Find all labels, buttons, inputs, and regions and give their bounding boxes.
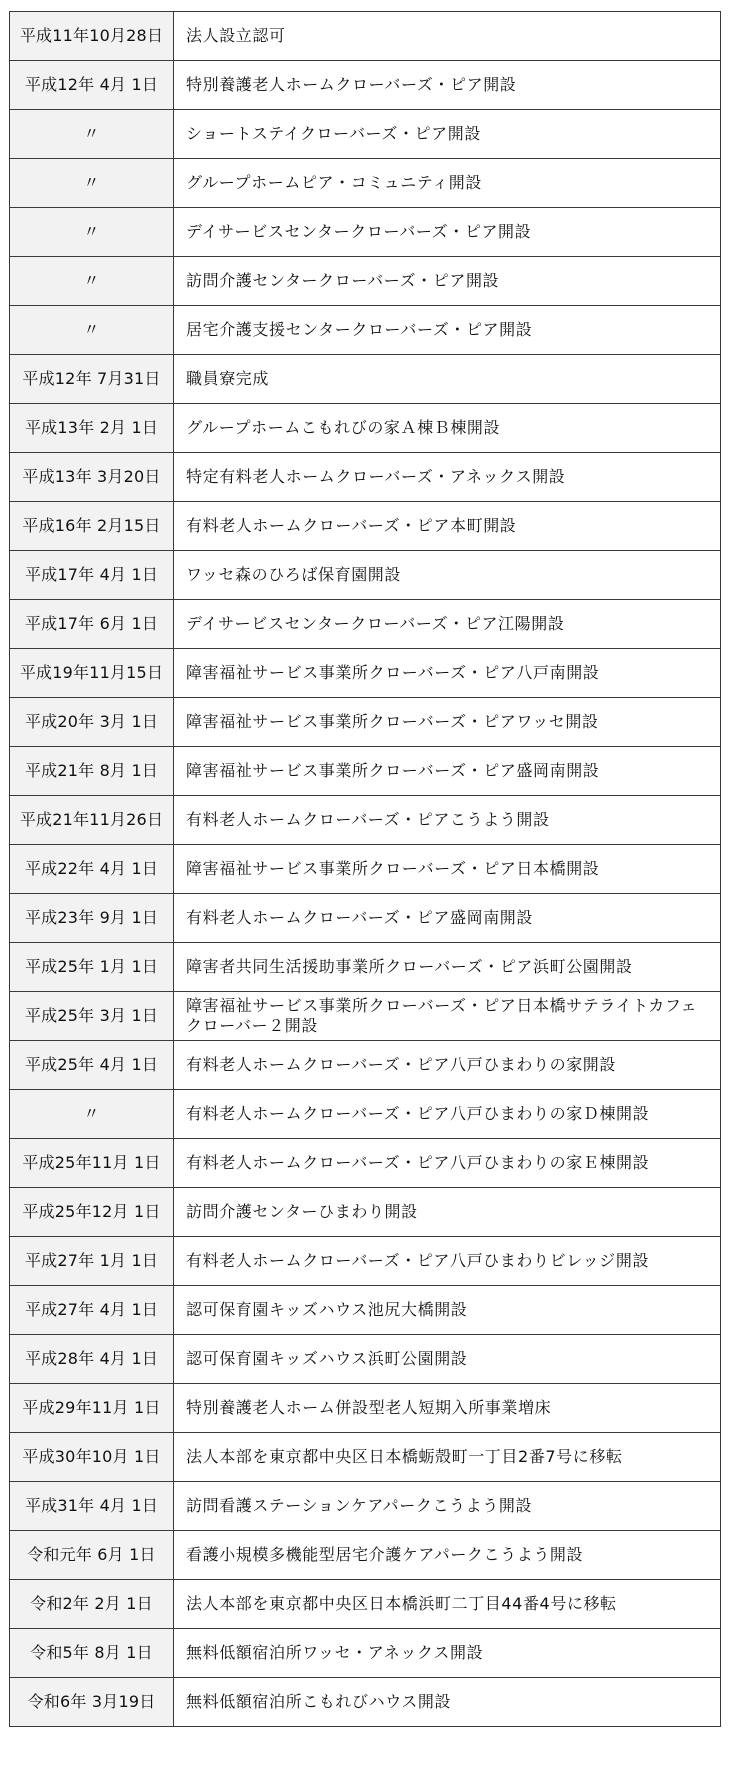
history-row <box>10 747 721 796</box>
history-event-cell: 特別養護老人ホーム併設型老人短期入所事業増床 <box>174 1384 721 1433</box>
history-row <box>10 698 721 747</box>
history-row <box>10 257 721 306</box>
history-table <box>9 11 721 1727</box>
history-row <box>10 1482 721 1531</box>
history-date-cell: 平成16年 2月15日 <box>10 502 174 551</box>
history-table-body <box>10 12 721 1727</box>
history-row <box>10 600 721 649</box>
history-date-cell: 令和5年 8月 1日 <box>10 1629 174 1678</box>
history-row <box>10 1041 721 1090</box>
history-event-cell: 障害福祉サービス事業所クローバーズ・ピア八戸南開設 <box>174 649 721 698</box>
history-event-cell: 有料老人ホームクローバーズ・ピア本町開設 <box>174 502 721 551</box>
history-date-cell: 令和元年 6月 1日 <box>10 1531 174 1580</box>
history-row <box>10 1286 721 1335</box>
history-row <box>10 845 721 894</box>
history-date-cell: 平成25年 4月 1日 <box>10 1041 174 1090</box>
history-event-cell: 有料老人ホームクローバーズ・ピア八戸ひまわりの家Ｄ棟開設 <box>174 1090 721 1139</box>
history-event-cell: 障害福祉サービス事業所クローバーズ・ピア日本橋開設 <box>174 845 721 894</box>
history-date-cell: 令和2年 2月 1日 <box>10 1580 174 1629</box>
history-row <box>10 453 721 502</box>
history-event-cell: 無料低額宿泊所こもれびハウス開設 <box>174 1678 721 1727</box>
history-date-cell: 平成13年 3月20日 <box>10 453 174 502</box>
history-event-cell: 有料老人ホームクローバーズ・ピアこうよう開設 <box>174 796 721 845</box>
history-date-cell: 平成21年11月26日 <box>10 796 174 845</box>
history-event-cell: 障害福祉サービス事業所クローバーズ・ピア日本橋サテライトカフェクローバー２開設 <box>174 992 721 1041</box>
history-row <box>10 1139 721 1188</box>
history-row <box>10 1678 721 1727</box>
history-date-cell: 平成28年 4月 1日 <box>10 1335 174 1384</box>
history-row <box>10 551 721 600</box>
history-event-cell: デイサービスセンタークローバーズ・ピア江陽開設 <box>174 600 721 649</box>
history-date-cell: 平成30年10月 1日 <box>10 1433 174 1482</box>
history-event-cell: 無料低額宿泊所ワッセ・アネックス開設 <box>174 1629 721 1678</box>
history-date-cell: 平成20年 3月 1日 <box>10 698 174 747</box>
history-event-cell: ショートステイクローバーズ・ピア開設 <box>174 110 721 159</box>
history-event-cell: 有料老人ホームクローバーズ・ピア八戸ひまわりの家Ｅ棟開設 <box>174 1139 721 1188</box>
history-date-cell: 〃 <box>10 110 174 159</box>
history-row <box>10 208 721 257</box>
history-row <box>10 1237 721 1286</box>
history-row <box>10 894 721 943</box>
history-date-cell: 〃 <box>10 159 174 208</box>
history-date-cell: 平成27年 4月 1日 <box>10 1286 174 1335</box>
history-date-cell: 平成31年 4月 1日 <box>10 1482 174 1531</box>
history-row <box>10 110 721 159</box>
history-row <box>10 1335 721 1384</box>
history-date-cell: 平成17年 4月 1日 <box>10 551 174 600</box>
history-event-cell: 法人設立認可 <box>174 12 721 61</box>
history-date-cell: 令和6年 3月19日 <box>10 1678 174 1727</box>
history-event-cell: 看護小規模多機能型居宅介護ケアパークこうよう開設 <box>174 1531 721 1580</box>
history-date-cell: 平成12年 7月31日 <box>10 355 174 404</box>
history-row <box>10 992 721 1041</box>
history-row <box>10 1531 721 1580</box>
history-date-cell: 平成25年12月 1日 <box>10 1188 174 1237</box>
history-date-cell: 〃 <box>10 257 174 306</box>
history-row <box>10 306 721 355</box>
history-event-cell: 障害福祉サービス事業所クローバーズ・ピアワッセ開設 <box>174 698 721 747</box>
history-row <box>10 61 721 110</box>
history-date-cell: 平成27年 1月 1日 <box>10 1237 174 1286</box>
history-date-cell: 平成29年11月 1日 <box>10 1384 174 1433</box>
history-row <box>10 355 721 404</box>
history-event-cell: 障害福祉サービス事業所クローバーズ・ピア盛岡南開設 <box>174 747 721 796</box>
history-date-cell: 平成22年 4月 1日 <box>10 845 174 894</box>
history-event-cell: グループホームピア・コミュニティ開設 <box>174 159 721 208</box>
history-date-cell: 平成25年 1月 1日 <box>10 943 174 992</box>
history-event-cell: 特定有料老人ホームクローバーズ・アネックス開設 <box>174 453 721 502</box>
history-row <box>10 1188 721 1237</box>
history-row <box>10 649 721 698</box>
history-event-cell: 認可保育園キッズハウス池尻大橋開設 <box>174 1286 721 1335</box>
history-event-cell: 障害者共同生活援助事業所クローバーズ・ピア浜町公園開設 <box>174 943 721 992</box>
history-row <box>10 796 721 845</box>
history-date-cell: 平成13年 2月 1日 <box>10 404 174 453</box>
history-date-cell: 平成19年11月15日 <box>10 649 174 698</box>
history-event-cell: グループホームこもれびの家Ａ棟Ｂ棟開設 <box>174 404 721 453</box>
history-event-cell: 法人本部を東京都中央区日本橋蛎殻町一丁目2番7号に移転 <box>174 1433 721 1482</box>
history-event-cell: 有料老人ホームクローバーズ・ピア八戸ひまわりビレッジ開設 <box>174 1237 721 1286</box>
history-date-cell: 〃 <box>10 208 174 257</box>
history-date-cell: 〃 <box>10 1090 174 1139</box>
history-event-cell: 職員寮完成 <box>174 355 721 404</box>
history-row <box>10 1629 721 1678</box>
history-event-cell: 特別養護老人ホームクローバーズ・ピア開設 <box>174 61 721 110</box>
history-row <box>10 1090 721 1139</box>
history-row <box>10 159 721 208</box>
history-event-cell: 訪問介護センターひまわり開設 <box>174 1188 721 1237</box>
history-date-cell: 〃 <box>10 306 174 355</box>
history-event-cell: 有料老人ホームクローバーズ・ピア八戸ひまわりの家開設 <box>174 1041 721 1090</box>
history-date-cell: 平成17年 6月 1日 <box>10 600 174 649</box>
history-event-cell: 認可保育園キッズハウス浜町公園開設 <box>174 1335 721 1384</box>
history-event-cell: 有料老人ホームクローバーズ・ピア盛岡南開設 <box>174 894 721 943</box>
history-event-cell: ワッセ森のひろば保育園開設 <box>174 551 721 600</box>
history-event-cell: 居宅介護支援センタークローバーズ・ピア開設 <box>174 306 721 355</box>
history-row <box>10 12 721 61</box>
history-date-cell: 平成21年 8月 1日 <box>10 747 174 796</box>
history-event-cell: 法人本部を東京都中央区日本橋浜町二丁目44番4号に移転 <box>174 1580 721 1629</box>
history-date-cell: 平成11年10月28日 <box>10 12 174 61</box>
history-row <box>10 1580 721 1629</box>
history-date-cell: 平成12年 4月 1日 <box>10 61 174 110</box>
history-row <box>10 1433 721 1482</box>
history-row <box>10 502 721 551</box>
history-date-cell: 平成25年11月 1日 <box>10 1139 174 1188</box>
history-row <box>10 943 721 992</box>
history-row <box>10 404 721 453</box>
history-row <box>10 1384 721 1433</box>
history-date-cell: 平成25年 3月 1日 <box>10 992 174 1041</box>
history-date-cell: 平成23年 9月 1日 <box>10 894 174 943</box>
history-event-cell: デイサービスセンタークローバーズ・ピア開設 <box>174 208 721 257</box>
history-event-cell: 訪問看護ステーションケアパークこうよう開設 <box>174 1482 721 1531</box>
history-event-cell: 訪問介護センタークローバーズ・ピア開設 <box>174 257 721 306</box>
